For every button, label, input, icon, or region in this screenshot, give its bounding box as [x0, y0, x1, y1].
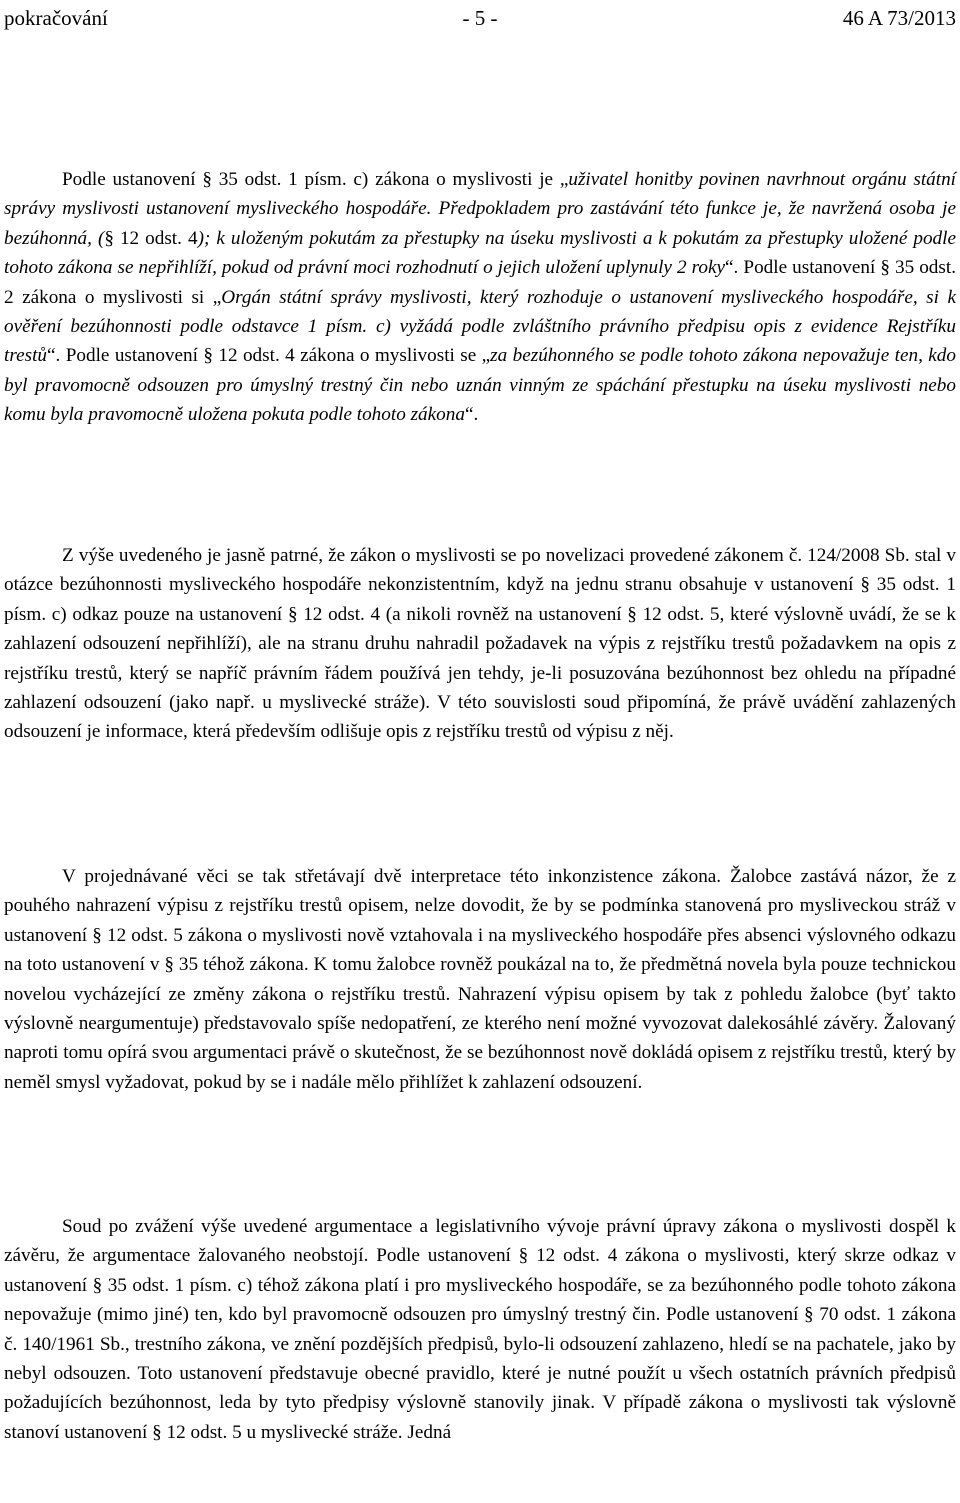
text-segment: “. Podle ustanovení § 35 odst. 2 zákona o myslivosti si „ [4, 257, 956, 308]
page-number: - 5 - [462, 6, 498, 30]
page-header [4, 4, 956, 32]
quoted-text: ); k uloženým pokutám za přestupky na úseku myslivosti a k pokutám za přestupky uložené podle tohoto zákona se nepřihlíží, pokud od právní moci rozhodnutí o jejich uložení uplynuly 2 roky [4, 227, 956, 279]
text-segment: V projednávané věci se tak střetávají dvě interpretace této inkonzistence zákona. Žalobce zastává názor, že z pouhého nahrazení výpisu z rejstříku trestů opisem, nelze dovodit, že by se podmínka stanovená pro mysliveckou stráž v ustanovení § 12 odst. 5 zákona o myslivosti nově vztahovala i na mysliveckého hospodáře přes absenci výslovného odkazu na toto ustanovení v § 35 téhož zákona. K tomu žalobce rovněž poukázal na to, že předmětná novela byla pouze technickou novelou vycházející ze změny zákona o rejstříku trestů. Nahrazení výpisu opisem by tak z pohledu žalobce (byť takto výslovně neargumentuje) představovalo spíše nedopatření, ze kterého není možné vyvozovat dalekosáhlé závěry. Žalovaný naproti tomu opírá svou argumentaci právě o skutečnost, že se bezúhonnost nově dokládá opisem z rejstříku trestů, který by neměl smysl vyžadovat, pokud by se i nadále mělo přihlížet k zahlazení odsouzení. [4, 866, 956, 1093]
text-segment: Podle ustanovení § 35 odst. 1 písm. c) zákona o myslivosti je „ [62, 169, 569, 190]
text-segment: Soud po zvážení výše uvedené argumentace a legislativního vývoje právní úpravy zákona o myslivosti dospěl k závěru, že argumentace žalovaného neobstojí. Podle ustanovení § 12 odst. 4 zákona o myslivosti, který skrze odkaz v ustanovení § 35 odst. 1 písm. c) téhož zákona platí i pro mysliveckého hospodáře, se za bezúhonného podle tohoto zákona nepovažuje (mimo jiné) ten, kdo byl pravomocně odsouzen pro úmyslný trestný čin. Podle ustanovení § 70 odst. 1 zákona č. 140/1961 Sb., trestního zákona, ve znění pozdějších předpisů, bylo-li odsouzení zahlazeno, hledí se na pachatele, jako by nebyl odsouzen. Toto ustanovení představuje obecné pravidlo, které je nutné použít u všech ostatních právních předpisů požadujících bezúhonnost, leda by tyto předpisy výslovně stanovily jinak. V případě zákona o myslivosti tak výslovně stanoví ustanovení § 12 odst. 5 u myslivecké stráže. Jedná [4, 1216, 956, 1443]
quoted-text: uživatel honitby povinen navrhnout orgánu státní správy myslivosti ustanovení mysliveckého hospodáře. Předpokladem pro zastávání této funkce je, že navržená osoba je bezúhonná, ( [4, 169, 956, 249]
text-segment: “. [464, 404, 479, 426]
paragraph-2 [4, 541, 956, 747]
text-segment: § 12 odst. 4 [104, 227, 198, 249]
paragraph-1 [4, 165, 956, 430]
text-segment: Z výše uvedeného je jasně patrné, že zákon o myslivosti se po novelizaci provedené zákonem č. 124/2008 Sb. stal v otázce bezúhonnosti mysliveckého hospodáře nekonzistentním, když na jednu stranu obsahuje v ustanovení § 35 odst. 1 písm. c) odkaz pouze na ustanovení § 12 odst. 4 (a nikoli rovněž na ustanovení § 12 odst. 5, které výslovně uvádí, že se k zahlazení odsouzení nepřihlíží), ale na stranu druhu nahradil požadavek na výpis z rejstříku trestů požadavkem na opis z rejstříku trestů, který se napříč právním řádem používá jen tehdy, je-li posuzována bezúhonnost bez ohledu na případné zahlazení odsouzení (jako např. u myslivecké stráže). V této souvislosti soud připomíná, že právě uvádění zahlazených odsouzení je informace, která především odlišuje opis z rejstříku trestů od výpisu z něj. [4, 545, 956, 743]
quoted-text: Orgán státní správy myslivosti, který rozhoduje o ustanovení mysliveckého hospodáře, si k ověření bezúhonnosti podle odstavce 1 písm. c) vyžádá podle zvláštního právního předpisu opis z evidence Rejstříku trestů [4, 286, 956, 367]
case-number: 46 A 73/2013 [842, 6, 956, 30]
quoted-text: za bezúhonného se podle tohoto zákona nepovažuje ten, kdo byl pravomocně odsouzen pro úmyslný trestný čin nebo uznán vinným ze spáchání přestupku na úseku myslivosti nebo komu byla pravomocně uložena pokuta podle tohoto zákona [4, 345, 956, 426]
header-continuation: pokračování [4, 6, 108, 30]
paragraph-3 [4, 862, 956, 1097]
paragraph-4 [4, 1212, 956, 1447]
text-segment: “. Podle ustanovení § 12 odst. 4 zákona o myslivosti se „ [47, 345, 491, 367]
